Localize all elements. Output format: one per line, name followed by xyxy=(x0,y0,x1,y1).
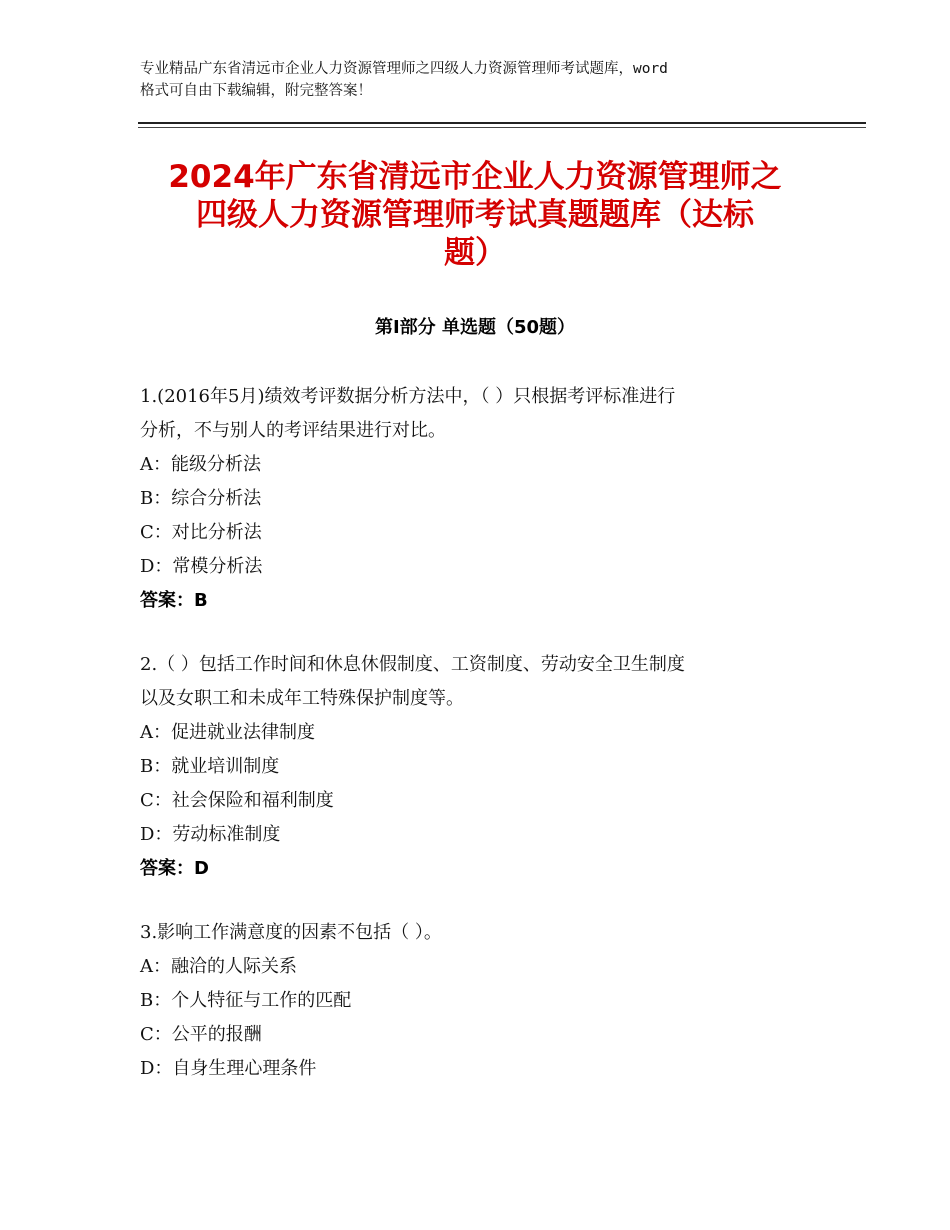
option-a: A：促进就业法律制度 xyxy=(140,722,315,743)
option-b: B：个人特征与工作的匹配 xyxy=(140,990,352,1011)
option-a: A：融洽的人际关系 xyxy=(140,956,297,977)
header-note-line: 格式可自由下载编辑，附完整答案！ xyxy=(140,83,372,99)
header-divider xyxy=(138,127,866,128)
document-title-line: 四级人力资源管理师考试真题题库（达标 xyxy=(196,197,754,233)
header-note xyxy=(140,58,830,102)
option-c: C：社会保险和福利制度 xyxy=(140,790,334,811)
option-d: D：常模分析法 xyxy=(140,556,263,577)
option-a: A：能级分析法 xyxy=(140,454,261,475)
option-d: D：自身生理心理条件 xyxy=(140,1058,317,1079)
option-b: B：综合分析法 xyxy=(140,488,262,509)
option-d: D：劳动标准制度 xyxy=(140,824,281,845)
question-3 xyxy=(140,916,820,1086)
question-stem: 1.(2016年5月)绩效考评数据分析方法中，（ ）只根据考评标准进行 xyxy=(140,386,676,407)
option-c: C：对比分析法 xyxy=(140,522,262,543)
option-b: B：就业培训制度 xyxy=(140,756,280,777)
question-stem: 分析，不与别人的考评结果进行对比。 xyxy=(140,420,446,441)
answer-label: 答案：B xyxy=(140,590,208,611)
question-stem: 3.影响工作满意度的因素不包括（ ）。 xyxy=(140,922,442,943)
question-stem: 以及女职工和未成年工特殊保护制度等。 xyxy=(140,688,464,709)
question-2 xyxy=(140,648,820,886)
header-note-line: 专业精品广东省清远市企业人力资源管理师之四级人力资源管理师考试题库，word xyxy=(140,61,668,77)
document-title-line: 2024年广东省清远市企业人力资源管理师之 xyxy=(168,159,782,195)
answer-label: 答案：D xyxy=(140,858,209,879)
question-1 xyxy=(140,380,820,618)
document-title-line: 题） xyxy=(444,235,506,271)
question-list xyxy=(140,380,820,1116)
document-title xyxy=(135,158,815,272)
header-divider xyxy=(138,122,866,124)
question-stem: 2.（ ）包括工作时间和休息休假制度、工资制度、劳动安全卫生制度 xyxy=(140,654,685,675)
option-c: C：公平的报酬 xyxy=(140,1024,262,1045)
section-title: 第Ⅰ部分 单选题（50题） xyxy=(374,317,575,338)
